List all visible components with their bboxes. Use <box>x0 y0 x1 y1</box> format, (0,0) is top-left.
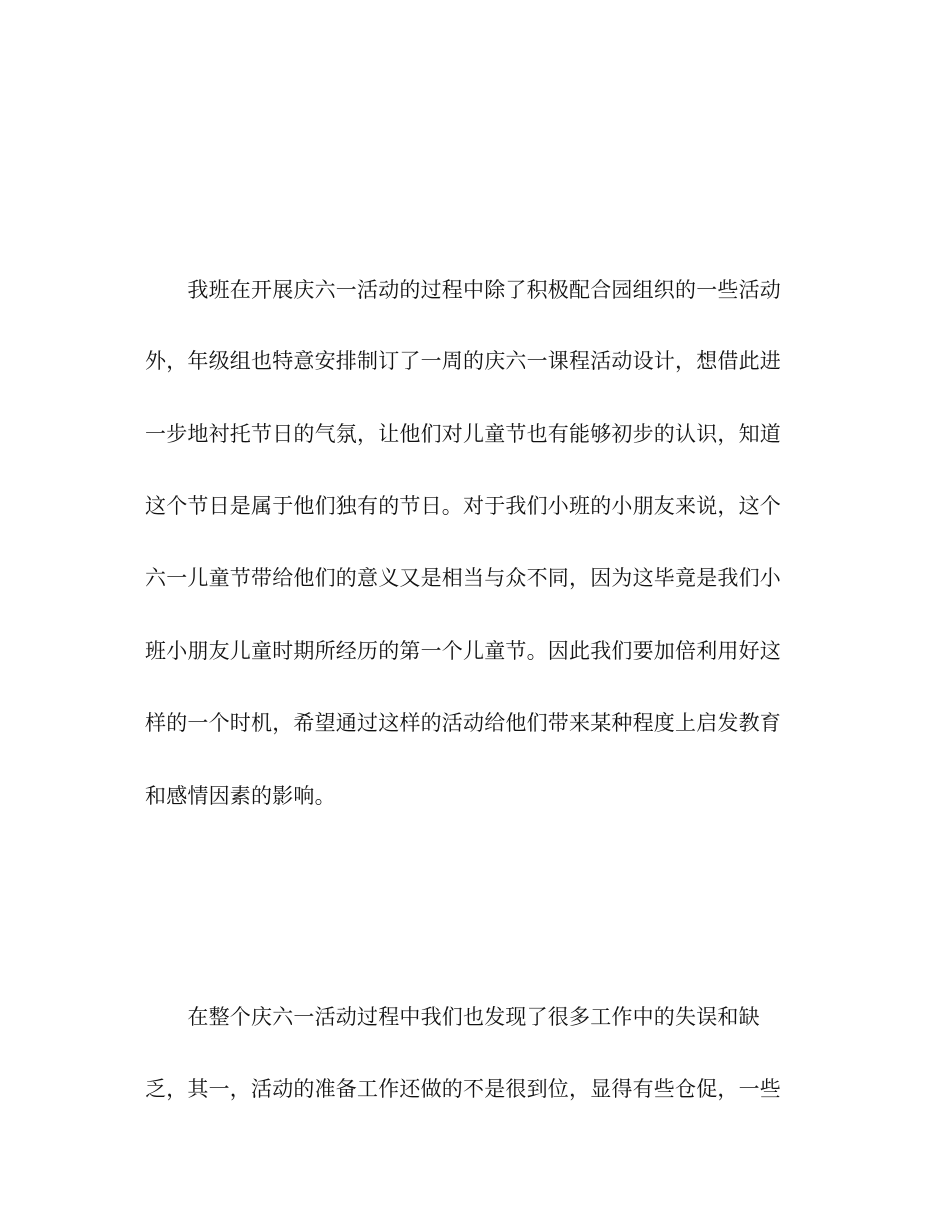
paragraph-line: 这个节日是属于他们独有的节日。对于我们小班的小朋友来说，这个 <box>145 494 781 518</box>
paragraph-line: 外，年级组也特意安排制订了一周的庆六一课程活动设计，想借此进 <box>145 349 781 373</box>
paragraph-line: 班小朋友儿童时期所经历的第一个儿童节。因此我们要加倍利用好这 <box>145 639 781 663</box>
paragraph-line: 我班在开展庆六一活动的过程中除了积极配合园组织的一些活动 <box>145 278 781 302</box>
paragraph-line: 和感情因素的影响。 <box>145 784 336 808</box>
paragraph-line: 样的一个时机，希望通过这样的活动给他们带来某种程度上启发教育 <box>145 711 781 735</box>
paragraph-line: 乏，其一，活动的准备工作还做的不是很到位，显得有些仓促，一些 <box>145 1077 781 1101</box>
paragraph-line: 一步地衬托节日的气氛，让他们对儿童节也有能够初步的认识，知道 <box>145 422 781 446</box>
paragraph-line: 在整个庆六一活动过程中我们也发现了很多工作中的失误和缺 <box>145 1005 760 1029</box>
paragraph-line: 六一儿童节带给他们的意义又是相当与众不同，因为这毕竟是我们小 <box>145 566 781 590</box>
